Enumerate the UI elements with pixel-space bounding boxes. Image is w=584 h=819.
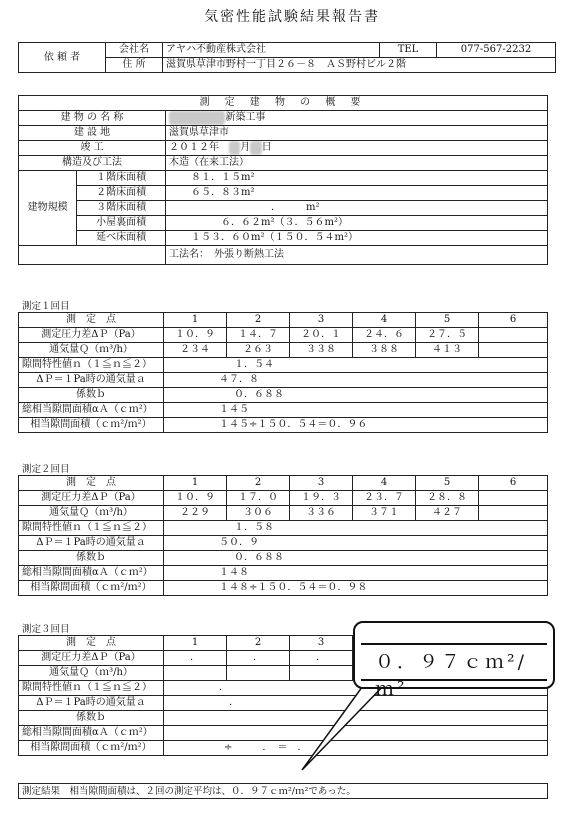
pressure-cell: １０．９ (164, 491, 227, 506)
n-label: 隙間特性値ｎ（１≦ｎ≦２） (19, 521, 164, 536)
building-heading: 測 定 建 物 の 概 要 (19, 96, 548, 111)
address-value: 滋賀県草津市野村一丁目２６－８ ＡＳ野村ビル２階 (163, 58, 556, 73)
point-header: 2 (227, 636, 290, 651)
building-name-suffix: 新築工事 (225, 112, 266, 123)
flow-cell: ３７１ (353, 506, 416, 521)
aA-label: 総相当隙間面積αＡ（ｃｍ²） (19, 403, 164, 418)
pressure-cell: ２３．７ (353, 491, 416, 506)
b-value: ０．６８８ (164, 551, 548, 566)
pressure-cell: １９．３ (290, 491, 353, 506)
a-value: ４７．８ (164, 373, 548, 388)
point-header: 1 (164, 476, 227, 491)
n-label: 隙間特性値ｎ（１≦ｎ≦２） (19, 681, 164, 696)
completion-label: 竣 工 (19, 141, 166, 156)
area-value: ６５．８３m² (166, 186, 548, 201)
point-header: 5 (416, 476, 479, 491)
C-value: １４５÷１５０．５４＝０．９６ (164, 418, 548, 433)
area-value: ． m² (166, 201, 548, 216)
pressure-cell: １０．９ (164, 328, 227, 343)
run3-title: 測定３回目 (22, 624, 70, 635)
b-label: 係数ｂ (19, 711, 164, 726)
callout-inner (361, 643, 547, 700)
pressure-label: 測定圧力差ΔＰ（Pa） (19, 651, 164, 666)
completion-month: 月 (240, 142, 251, 153)
result-summary: 測定結果 相当隙間面積は、２回の測定平均は、０．９７ｃｍ²/ｍ²であった。 (18, 783, 548, 799)
area-value: ６．６２m²（３．５６m²） (166, 216, 548, 231)
a-label: ΔＰ＝１Pa時の通気量ａ (19, 696, 164, 711)
flow-label: 通気量Ｑ（ｍ³/h） (19, 343, 164, 358)
pressure-cell: ． (290, 651, 353, 666)
n-value: ． (164, 681, 548, 696)
area-value: ８１．１５m² (166, 171, 548, 186)
point-label: 測 定 点 (19, 476, 164, 491)
company-name: アヤハ不動産株式会社 (163, 43, 380, 58)
address-label: 住 所 (106, 58, 163, 73)
area-label: 延べ床面積 (77, 231, 166, 246)
structure-label: 構造及び工法 (19, 156, 166, 171)
n-label: 隙間特性値ｎ（１≦ｎ≦２） (19, 358, 164, 373)
building-name-label: 建 物 の 名 称 (19, 111, 166, 126)
pressure-cell: ２７．５ (416, 328, 479, 343)
C-label: 相当隙間面積（ｃｍ²/ｍ²） (19, 581, 164, 596)
run1-title: 測定１回目 (22, 301, 70, 312)
pressure-cell: ２０．１ (290, 328, 353, 343)
flow-label: 通気量Ｑ（ｍ³/h） (19, 666, 164, 681)
point-header: 2 (227, 313, 290, 328)
flow-cell: ３８８ (353, 343, 416, 358)
area-label: １階床面積 (77, 171, 166, 186)
pressure-label: 測定圧力差ΔＰ（Pa） (19, 328, 164, 343)
flow-cell: ４２７ (416, 506, 479, 521)
area-label: ３階床面積 (77, 201, 166, 216)
flow-cell: ３３８ (290, 343, 353, 358)
point-header: 3 (290, 313, 353, 328)
method-value: 工法名： 外張り断熱工法 (166, 246, 548, 265)
aA-label: 総相当隙間面積αＡ（ｃｍ²） (19, 566, 164, 581)
flow-cell: ３０６ (227, 506, 290, 521)
n-value: １．５８ (164, 521, 548, 536)
callout-value: ０．９７ｃｍ²/ｍ² (375, 651, 528, 700)
requester-label: 依 頼 者 (19, 43, 106, 73)
pressure-cell: ２４．６ (353, 328, 416, 343)
b-value: ０．６８８ (164, 388, 548, 403)
point-label: 測 定 点 (19, 636, 164, 651)
flow-label: 通気量Ｑ（ｍ³/h） (19, 506, 164, 521)
C-value: １４８÷１５０．５４＝０．９８ (164, 581, 548, 596)
area-value: １５３．６０m²（１５０．５４m²） (166, 231, 548, 246)
pressure-cell: １４．７ (227, 328, 290, 343)
area-label: ２階床面積 (77, 186, 166, 201)
pressure-cell: ２８．８ (416, 491, 479, 506)
flow-cell: ２２９ (164, 506, 227, 521)
tel-label: TEL (380, 43, 437, 58)
b-label: 係数ｂ (19, 551, 164, 566)
point-label: 測 定 点 (19, 313, 164, 328)
point-header: 4 (353, 313, 416, 328)
point-header: 2 (227, 476, 290, 491)
area-label: 小屋裏面積 (77, 216, 166, 231)
pressure-cell: １７．０ (227, 491, 290, 506)
flow-cell: ２６３ (227, 343, 290, 358)
flow-cell: ２３４ (164, 343, 227, 358)
report-title: 気密性能試験結果報告書 (204, 9, 380, 25)
point-header: 1 (164, 636, 227, 651)
tel-number: 077-567-2232 (437, 43, 556, 58)
flow-cell: ３３６ (290, 506, 353, 521)
pressure-cell: ． (227, 651, 290, 666)
completion-day: 日 (261, 142, 272, 153)
b-label: 係数ｂ (19, 388, 164, 403)
structure-value: 木造（在来工法） (166, 156, 548, 171)
C-label: 相当隙間面積（ｃｍ²/ｍ²） (19, 741, 164, 756)
point-header: 6 (479, 313, 548, 328)
flow-cell: ４１３ (416, 343, 479, 358)
point-header: 6 (479, 476, 548, 491)
point-header: 3 (290, 636, 353, 651)
site-label: 建 設 地 (19, 126, 166, 141)
aA-label: 総相当隙間面積αＡ（ｃｍ²） (19, 726, 164, 741)
point-header: 1 (164, 313, 227, 328)
aA-value: １４８ (164, 566, 548, 581)
site-value: 滋賀県草津市 (166, 126, 548, 141)
C-value: ÷ ． ＝ ． (164, 741, 548, 756)
n-value: １．５４ (164, 358, 548, 373)
company-label: 会社名 (106, 43, 163, 58)
a-value: ５０．９ (164, 536, 548, 551)
a-label: ΔＰ＝１Pa時の通気量ａ (19, 536, 164, 551)
C-label: 相当隙間面積（ｃｍ²/ｍ²） (19, 418, 164, 433)
scale-label: 建物規模 (19, 171, 77, 246)
a-value: ． (164, 696, 548, 711)
run2-title: 測定２回目 (22, 464, 70, 475)
point-header: 5 (416, 313, 479, 328)
completion-year: ２０１２年 (169, 142, 219, 153)
point-header: 3 (290, 476, 353, 491)
pressure-cell: ． (164, 651, 227, 666)
pressure-label: 測定圧力差ΔＰ（Pa） (19, 491, 164, 506)
point-header: 4 (353, 476, 416, 491)
aA-value: １４５ (164, 403, 548, 418)
result-callout (353, 621, 555, 700)
a-label: ΔＰ＝１Pa時の通気量ａ (19, 373, 164, 388)
